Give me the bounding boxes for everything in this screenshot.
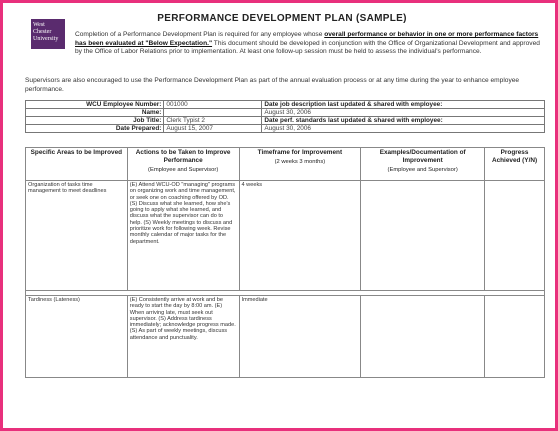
info-row — [26, 117, 545, 125]
name-value — [164, 109, 262, 117]
row-examples — [361, 296, 485, 378]
header-actions-sub: (Employee and Supervisor) — [148, 166, 219, 173]
row-area: Tardiness (Lateness) — [26, 296, 128, 378]
intro-emphasis: overall performance or behavior in one or more performance factors has been evaluated at "Below Expectation." — [75, 31, 539, 47]
header-areas — [26, 148, 128, 181]
header-actions-text: Actions to be Taken to Improve Performance — [135, 149, 231, 164]
row-progress — [485, 296, 545, 378]
row-actions: (E) Consistently arrive at work and be ready to start the day by 8:00 am. (E) When arriving late, must seek out supervisor. (S) Address tardiness immediately; acknowledge progress made. (S) As part of weekly meetings, discuss attendance and punctuality. — [127, 296, 239, 378]
employee-info-table — [25, 100, 545, 133]
date-job-desc-value: August 30, 2006 — [262, 109, 545, 117]
table-row — [26, 296, 545, 378]
info-row — [26, 109, 545, 117]
plan-header-row — [26, 148, 545, 181]
name-label: Name: — [26, 109, 164, 117]
header-areas-text: Specific Areas to be Improved — [30, 149, 123, 156]
row-progress — [485, 181, 545, 291]
header-examples-text: Examples/Documentation of Improvement — [379, 149, 466, 164]
table-row — [26, 181, 545, 291]
employee-number-label: WCU Employee Number: — [26, 101, 164, 109]
date-prepared-label: Date Prepared: — [26, 125, 164, 133]
university-logo: West Chester University — [31, 19, 65, 49]
supervisors-paragraph: Supervisors are also encouraged to use the Performance Development Plan as part of the annual evaluation process or at any time during the year to enhance employee performance. — [25, 77, 520, 93]
row-timeframe: Immediate — [239, 296, 361, 378]
job-title-label: Job Title: — [26, 117, 164, 125]
header-timeframe — [239, 148, 361, 181]
date-prepared-value: August 15, 2007 — [164, 125, 262, 133]
header-examples-sub: (Employee and Supervisor) — [387, 166, 458, 173]
header-timeframe-text: Timeframe for Improvement — [257, 149, 343, 156]
info-row — [26, 125, 545, 133]
page-title: PERFORMANCE DEVELOPMENT PLAN (SAMPLE) — [157, 13, 407, 24]
intro-text-2: This document should be developed in conjunction with the Office of Organizational Development and approved by the Office of Labor Relations prior to implementation. At least one follow-up session must be held to assess the individual's performance. — [75, 39, 540, 56]
info-row — [26, 101, 545, 109]
intro-paragraph — [75, 31, 545, 57]
header-progress-text: Progress Achieved (Y/N) — [491, 149, 538, 164]
date-perf-value: August 30, 2006 — [262, 125, 545, 133]
date-perf-label: Date perf. standards last updated & shared with employee: — [262, 117, 545, 125]
date-job-desc-label: Date job description last updated & shared with employee: — [262, 101, 545, 109]
development-plan-table — [25, 147, 545, 378]
row-examples — [361, 181, 485, 291]
header-timeframe-sub: (2 weeks 3 months) — [274, 158, 326, 165]
header-actions — [127, 148, 239, 181]
employee-number-value: 001000 — [164, 101, 262, 109]
intro-text-1: Completion of a Performance Development Plan is required for any employee whose — [75, 31, 325, 38]
header-progress — [485, 148, 545, 181]
row-timeframe: 4 weeks — [239, 181, 361, 291]
header-examples — [361, 148, 485, 181]
row-area: Organization of tasks time management to meet deadlines — [26, 181, 128, 291]
row-actions: (E) Attend WCU-OD "managing" programs on organizing work and time management, or seek one on coaching offered by OD. (S) Discuss what she learned, how she's going to apply what she learned, and discuss what the supervisor can do to help. (S) Weekly meetings to discuss and prioritize work for following week. Revise monthly calendar of major tasks for the department. — [127, 181, 239, 291]
job-title-value: Clerk Typist 2 — [164, 117, 262, 125]
